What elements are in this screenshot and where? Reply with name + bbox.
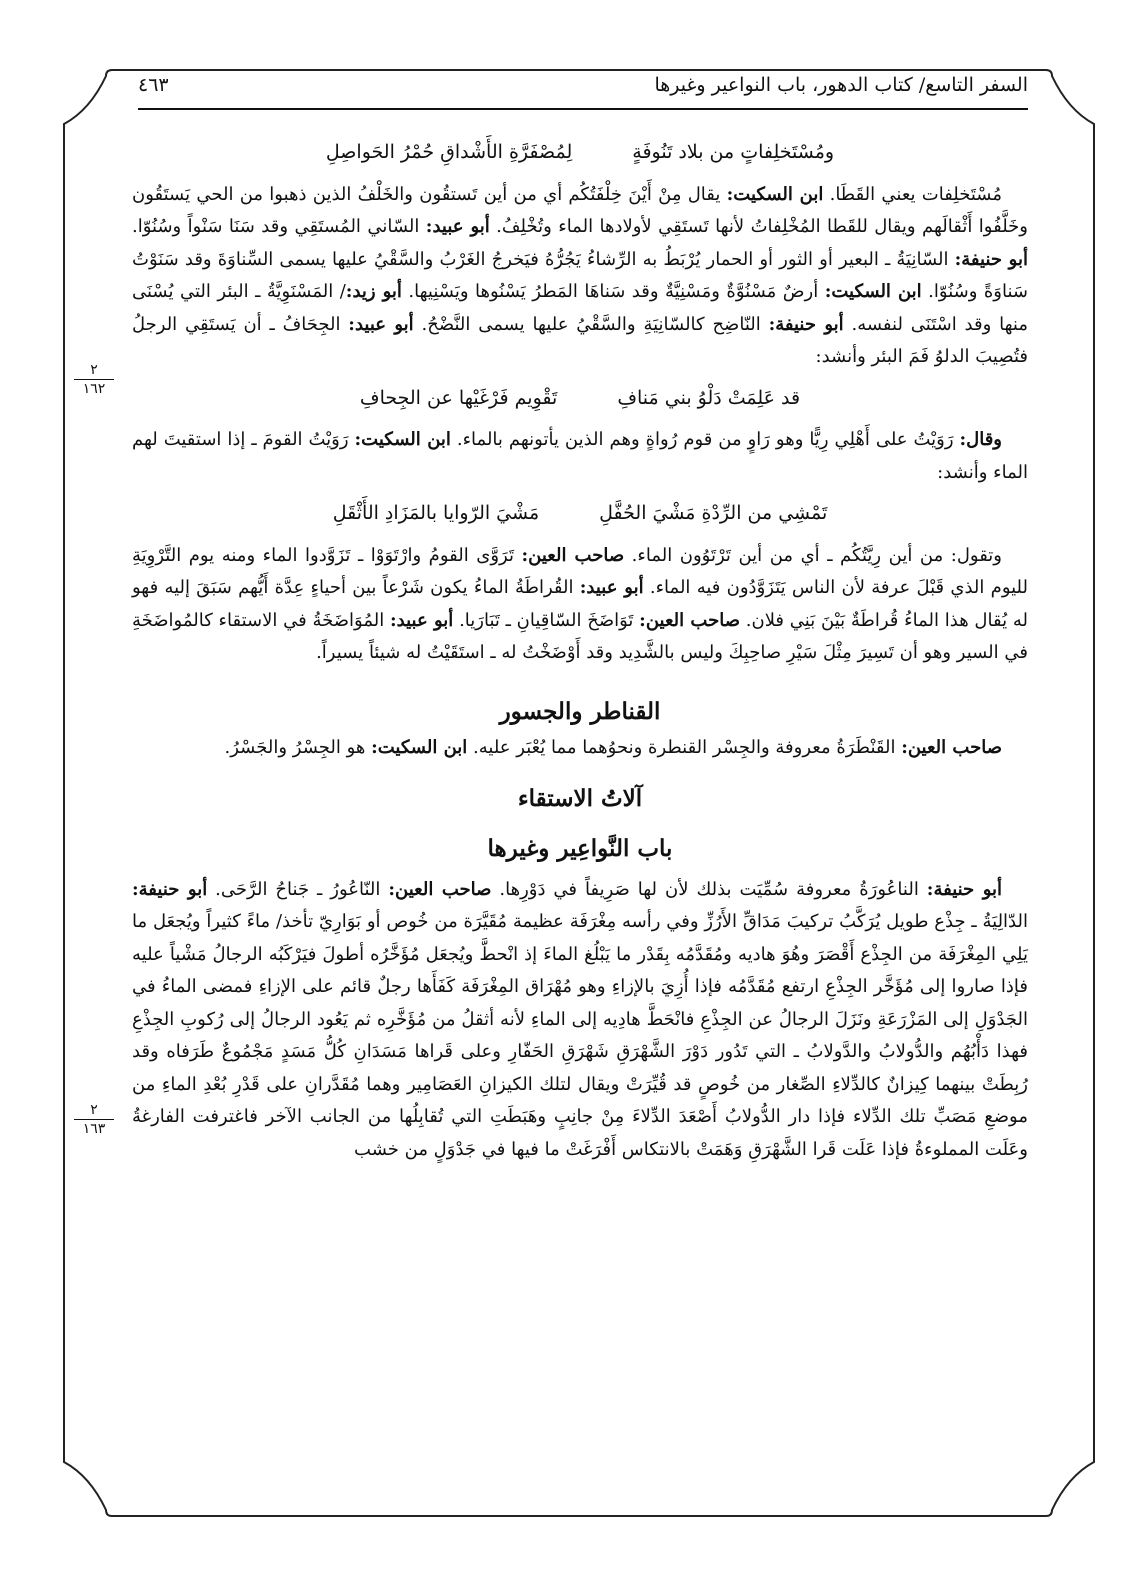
text-run: / المَسْنَوِيَّةُ ـ البئر التي يُسْنَى منها وقد اسْتَنَى لنفسه.	[132, 281, 1028, 335]
verse-second-hemistich: تَقْوِيم فَرْغَيْها عن الجِحافِ	[359, 386, 558, 409]
verse-first-hemistich: ومُسْتَخلِفاتٍ من بلاد تَنُوفَةٍ	[632, 141, 835, 163]
source-name: أبو عبيد:	[390, 609, 454, 631]
running-header	[138, 70, 1028, 100]
source-name: أبو زيد:	[345, 281, 402, 302]
source-name: أبو حنيفة:	[768, 313, 844, 335]
verse-second-hemistich: لِمُصْفَرَّةِ الأَشْداقِ حُمْرُ الحَواصِلِ	[325, 141, 573, 163]
header-rule	[138, 108, 1028, 110]
verse-couplet	[132, 497, 1028, 530]
source-name: ابن السكيت:	[354, 429, 451, 450]
running-title: السفر التاسع/ كتاب الدهور، باب النواعير وغيرها	[654, 74, 1028, 96]
text-run: النّاعُورُ ـ جَناحُ الرَّحَى.	[207, 878, 389, 900]
text-run: المُوَاضَخَةُ في الاستقاء كالمُواضَخَةِ في السير وهو أن تَسِيرَ مِثْلَ سَيْرِ صاحِبِكَ وليس بالشَّدِيد وقد أَوْضَخْتُ له ـ استَقَيْتُ له شيئاً يسيراً.	[132, 609, 1028, 663]
verse-second-hemistich: مَشْيَ الرّوايا بالمَزَادِ الأَثْقَلِ	[332, 502, 540, 524]
source-name: أبو حنيفة:	[926, 878, 1003, 900]
chapter-heading: باب النَّواعِير وغيرها	[487, 835, 673, 862]
margin-folio-note	[74, 362, 114, 397]
text-run: السّاني المُستَقِي وقد سَنَا سَنْواً وسُنُوّا.	[132, 216, 426, 237]
section-heading: آلاتُ الاستقاء	[517, 784, 643, 812]
text-run: الجِحَافُ ـ أن يَستَقِي الرجلُ فتُصِيبَ الدلوُ فَمَ البئر وأنشد:	[132, 313, 1028, 367]
page-body	[132, 128, 1028, 1166]
source-name: ابن السكيت:	[726, 183, 824, 205]
source-name: ابن السكيت:	[371, 737, 468, 758]
text-run: رَوَيْتُ القومَ ـ إذا استقيتَ لهم الماء وأنشد:	[132, 429, 1028, 483]
text-run: أرضٌ مَسْنُوَّةٌ ومَسْنِيَّةٌ وقد سَناهَا المَطرُ يَسْنُوها ويَسْنِيها.	[401, 281, 825, 302]
source-name: صاحب العين:	[388, 878, 492, 900]
text-run: وتقول: من أين رِيَّتُكُم ـ أي من أين تَرْتَوُون الماء.	[624, 544, 1002, 566]
text-run: تَرَوَّى القومُ وارْتَوَوْا ـ تَزَوَّدوا الماء ومنه يوم التَّرْوِيَةِ لليوم الذي قَبْلَ عرفة لأن الناس يَتَزَوَّدُون فيه الماء.	[132, 544, 1029, 598]
source-name: صاحب العين:	[901, 737, 1002, 758]
verse-first-hemistich: تَمْشِي من الرِّدْةِ مَشْيَ الحُفَّلِ	[599, 502, 828, 524]
section-heading: القناطر والجسور	[499, 697, 661, 725]
paragraph	[132, 874, 1028, 1167]
source-name: ابن السكيت:	[824, 281, 922, 302]
text-run: رَوَيْتُ على أَهْلِي رِيًّا وهو رَاوٍ من قوم رُواةٍ وهم الذين يأتونهم بالماء.	[450, 429, 960, 450]
paragraph	[132, 540, 1028, 670]
source-name: صاحب العين:	[521, 544, 625, 566]
source-name: صاحب العين:	[639, 609, 740, 631]
margin-note-folio: ١٦٣	[82, 1121, 106, 1137]
source-name: وقال:	[959, 429, 1002, 450]
verse-couplet	[132, 382, 1028, 415]
margin-note-number: ٢	[74, 362, 114, 380]
text-run: هو الجِسْرُ والجَسْرُ.	[224, 737, 372, 758]
source-name: أبو حنيفة:	[132, 878, 208, 900]
paragraph	[132, 424, 1028, 489]
text-run: السّانِيَةُ ـ البعير أو الثور أو الحمار يُرْبَطُ به الرِّشاءُ يَجُرُّهُ فيَخرجُ الغَرْبُ والسَّقْيُ عليها يسمى السِّناوَةَ وقد سَنَوْتُ سَناوَةً وسُنُوّا.	[132, 248, 1028, 302]
verse-first-hemistich: قد عَلِمَتْ دَلْوُ بني مَنافِ	[617, 386, 801, 409]
source-name: أبو حنيفة:	[954, 248, 1028, 270]
verse-couplet	[132, 136, 1028, 169]
text-run: تَوَاضَخَ السّاقِيانِ ـ تَبَارَيا.	[453, 609, 640, 631]
text-run: النّاضِح كالسّانِيَةِ والسَّقْيُ عليها يسمى النَّضْحُ.	[413, 313, 769, 335]
source-name: أبو عبيد:	[425, 216, 490, 237]
text-run: مُسْتَخلِفات يعني القَطَا.	[823, 183, 1003, 205]
margin-note-number: ٢	[74, 1102, 114, 1120]
margin-folio-note	[74, 1102, 114, 1137]
text-run: القَنْطَرَةُ معروفة والجِسْر القنطرة ونحوُهما مما يُعْبَر عليه.	[467, 737, 902, 758]
text-run: يقال مِنْ أَيْنَ خِلْفَتُكُم أي من أين تَستقُون والخَلْفُ الذين ذهبوا من الحي يَستَقُون وخَلَّفُوا أَثْقالَهم ويقال للقَطا المُخْلِفاتُ لأنها تَستَقِي لأولادها الماء وتُخْلِفُ.	[132, 183, 1028, 237]
paragraph	[132, 179, 1028, 374]
page-number: ٤٦٣	[138, 74, 169, 96]
source-name: أبو عبيد:	[579, 577, 644, 598]
text-run: الناعُورَةُ معروفة سُمِّيَت بذلك لأن لها صَرِيفاً في دَوْرِها.	[491, 878, 927, 900]
margin-note-folio: ١٦٢	[82, 381, 106, 397]
source-name: أبو عبيد:	[348, 313, 414, 335]
text-run: القُراطَةُ الماءُ يكون شَرْعاً بين أحياءٍ عِدَّة أَيُّهم سَبَقَ إليه فهو له يُقال هذا الماءُ قُراطَةٌ بَيْنَ بَنِي فلان.	[132, 577, 1028, 631]
paragraph	[132, 732, 1028, 765]
text-run: الدّالِيَةُ ـ جِذْع طويل يُرَكَّبُ تركيبَ مَدَاقِّ الأَرُزِّ وفي رأسه مِغْرَفَة عظيمة مُقَيَّرَة من خُوص أو بَوَارِيّ تأخذ/ ماءً كثيراً ويُجعَل ما يَلِي المِغْرَفَة من الجِذْع أَقْصَرَ وهُوَ هاديه ومُقَدَّمُه بِقَدْر ما يَبْلُغ الماءَ إذ انْحطَّ ويُجعَل مُؤَخَّرُه أطولَ فيَرْكَبُه الرجالُ مَشْياً عليه فإذا صاروا إلى مُؤَخَّر الجِذْعِ ارتفع مُقَدَّمُه فإذا أُزِيَ بالإزاءِ وهو مُهْرَاق المِغْرَفَة كَفَأَها رجلٌ قائم على الإزاءِ فمضى الماءُ في الجَدْوَلِ إلى المَزْرَعَةِ ونَزَلَ الرجالُ عن الجِذْعِ فانْحَطَّ هادِيه إلى الماءِ لأنه أثقلُ من مُؤَخَّرِه ثم يَعُود الرجالُ إلى رُكوبِ الجِذْعِ فهذا دَأْبُهُم والدُّولابُ والدَّولابُ ـ التي تَدُور دَوْرَ الشَّهْرَقِ شَهْرَقِ الحَفّارِ وعلى قَراها مَسَدَانِ كُلُّ مَسَدٍ مَجْمُوعٌ طَرَفاه وقد رُبِطَتْ بينهما كِيزانٌ كالدِّلاءِ الصِّغار من خُوصٍ قد قُيِّرَتْ ويقال لتلك الكيزانِ العَصَامِير وهما مُقَدَّرانِ على قَدْرِ بُعْدِ الماءِ من موضعِ مَصَبِّ تلك الدِّلاء فإذا دار الدُّولابُ أَصْعَدَ الدِّلاءَ مِنْ جانِبٍ وهَبَطَتِ التي تُقابِلُها من الجانب الآخر فاغترفت الفارغةُ وعَلَت المملوءةُ فإذا عَلَت قَرا الشَّهْرَقِ وَهَمَتْ بالانتكاس أَفْرَغَتْ ما فيها في جَدْوَلٍ من خشب	[132, 911, 1028, 1160]
